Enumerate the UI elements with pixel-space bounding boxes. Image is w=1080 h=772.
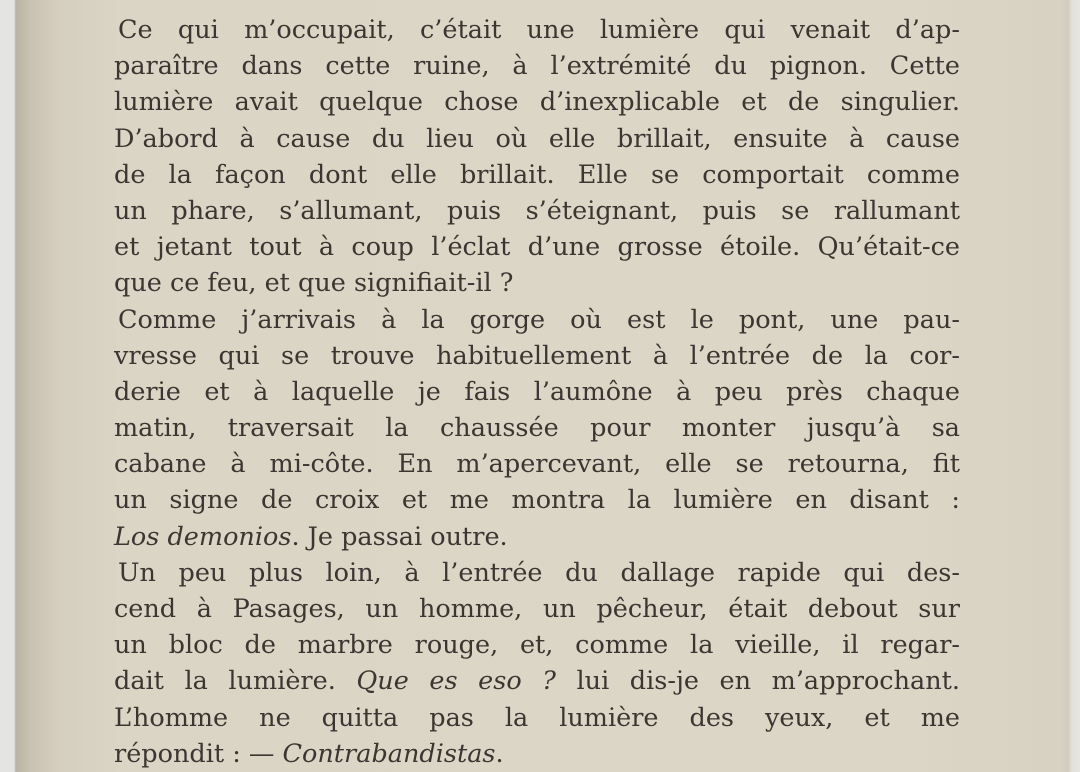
text-segment: Un peu plus loin, à l’entrée du dallage rapide qui des- [118,557,960,588]
text-line [114,374,960,410]
text-line [114,555,960,591]
text-segment: un bloc de marbre rouge, et, comme la vieille, il regar- [114,630,960,661]
text-line [114,519,960,555]
text-line [114,627,960,663]
text-line [114,48,960,84]
text-line [114,193,960,229]
text-line [114,157,960,193]
text-segment: un signe de croix et me montra la lumière en disant : [114,485,960,516]
text-line [114,265,960,301]
text-segment: Ce qui m’occupait, c’était une lumière qui venait d’ap- [118,15,960,45]
text-segment: lui dis-je en m’approchant. [555,666,960,697]
text-segment: . Je passai outre. [291,521,508,552]
text-segment: lumière avait quelque chose d’inexplicable et de singulier. [114,87,960,118]
text-line [114,121,960,157]
text-line [114,736,960,772]
text-segment: que ce feu, et que signifiait-il ? [114,268,514,299]
text-line [114,591,960,627]
text-line [114,229,960,265]
text-line [114,446,960,482]
text-line [114,700,960,736]
text-line [114,302,960,338]
text-line [114,410,960,446]
text-line [114,12,960,48]
text-segment: D’abord à cause du lieu où elle brillait, ensuite à cause [114,123,960,154]
text-segment: paraître dans cette ruine, à l’extrémité du pignon. Cette [114,51,960,82]
text-segment: matin, traversait la chaussée pour monter jusqu’à sa [114,413,960,444]
text-segment: répondit : — [114,738,283,769]
text-line [114,338,960,374]
text-segment: vresse qui se trouve habituellement à l’entrée de la cor- [114,340,960,371]
italic-text: Los demonios [114,521,292,552]
italic-text: Contrabandistas [282,738,496,769]
italic-text: Que es eso ? [356,666,556,697]
text-line [114,663,960,699]
text-segment: derie et à laquelle je fais l’aumône à peu près chaque [114,376,960,407]
text-segment: et jetant tout à coup l’éclat d’une grosse étoile. Qu’était-ce [114,232,960,263]
text-segment: L’homme ne quitta pas la lumière des yeux, et me [114,702,960,733]
text-segment: un phare, s’allumant, puis s’éteignant, puis se rallumant [114,195,960,226]
text-segment: . [495,738,504,769]
text-segment: cabane à mi-côte. En m’apercevant, elle se retourna, fit [114,449,960,480]
text-line [114,482,960,518]
text-line [114,84,960,120]
text-segment: cend à Pasages, un homme, un pêcheur, était debout sur [114,594,960,624]
text-segment: de la façon dont elle brillait. Elle se comportait comme [114,159,960,190]
book-page-text [114,12,960,772]
text-segment: dait la lumière. [114,666,357,697]
text-segment: Comme j’arrivais à la gorge où est le pont, une pau- [118,304,960,335]
